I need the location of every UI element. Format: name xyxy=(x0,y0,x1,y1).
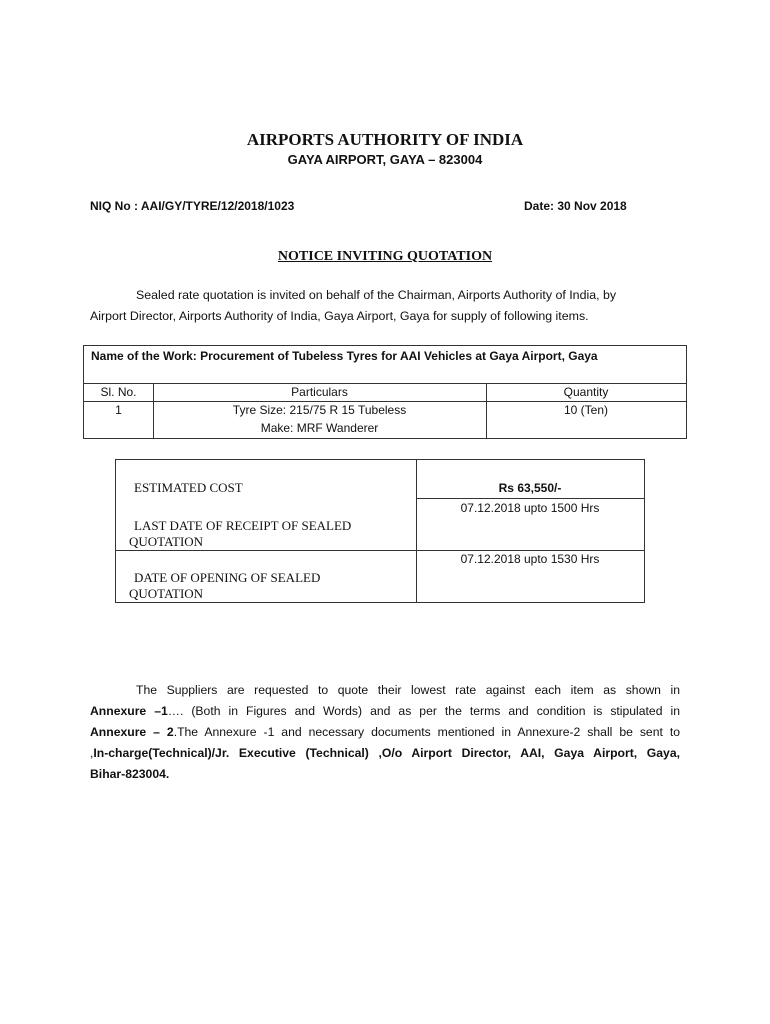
table-divider xyxy=(116,550,644,551)
instructions-line-4-prefix: , xyxy=(90,746,94,760)
notice-date: Date: 30 Nov 2018 xyxy=(524,199,627,213)
instructions-line-5: Bihar-823004. xyxy=(90,767,170,781)
table-divider xyxy=(84,401,686,402)
name-of-work: Name of the Work: Procurement of Tubeless Tyres for AAI Vehicles at Gaya Airport, Gaya xyxy=(91,349,598,363)
instructions-line-2 xyxy=(90,701,680,722)
column-header-particulars: Particulars xyxy=(291,385,348,399)
last-date-label-line-1: LAST DATE OF RECEIPT OF SEALED xyxy=(134,518,352,533)
work-table xyxy=(83,345,687,439)
instructions-line-2-text: …. (Both in Figures and Words) and as per the terms and condition is stipulated in xyxy=(167,704,680,718)
notice-title: NOTICE INVITING QUOTATION xyxy=(277,249,493,264)
opening-date-value: 07.12.2018 upto 1530 Hrs xyxy=(460,552,600,566)
opening-date-label-line-2: QUOTATION xyxy=(129,586,204,601)
niq-number: NIQ No : AAI/GY/TYRE/12/2018/1023 xyxy=(90,199,295,213)
opening-date-label-line-1: DATE OF OPENING OF SEALED xyxy=(134,570,321,585)
intro-paragraph xyxy=(90,285,680,327)
estimated-cost-label: ESTIMATED COST xyxy=(134,480,243,495)
organization-title: AIRPORTS AUTHORITY OF INDIA xyxy=(246,130,524,149)
instructions-paragraph xyxy=(90,680,680,785)
recipient-address: In-charge(Technical)/Jr. Executive (Technical) ,O/o Airport Director, AAI, Gaya Airport, Gaya, xyxy=(93,746,680,760)
row-particulars-size: Tyre Size: 215/75 R 15 Tubeless xyxy=(232,403,407,417)
annexure-2-ref: Annexure – 2 xyxy=(90,725,174,739)
instructions-line-3 xyxy=(90,722,680,743)
last-date-label-line-2: QUOTATION xyxy=(129,534,204,549)
column-header-sl-no: Sl. No. xyxy=(100,385,137,399)
table-divider xyxy=(416,498,644,499)
instructions-line-4 xyxy=(90,743,680,764)
cost-table xyxy=(115,459,645,603)
intro-line-2: Airport Director, Airports Authority of India, Gaya Airport, Gaya for supply of following items. xyxy=(90,309,589,323)
column-header-quantity: Quantity xyxy=(563,385,609,399)
table-divider xyxy=(84,383,686,384)
instructions-line-1: The Suppliers are requested to quote their lowest rate against each item as shown in xyxy=(136,683,680,697)
intro-line-1: Sealed rate quotation is invited on behalf of the Chairman, Airports Authority of India, by xyxy=(136,288,617,302)
estimated-cost-value: Rs 63,550/- xyxy=(498,481,562,495)
last-date-value: 07.12.2018 upto 1500 Hrs xyxy=(460,501,600,515)
instructions-line-3-text: .The Annexure -1 and necessary documents mentioned in Annexure-2 shall be sent to xyxy=(173,725,680,739)
row-sl-no: 1 xyxy=(115,403,122,417)
row-particulars-make: Make: MRF Wanderer xyxy=(260,421,379,435)
annexure-1-ref: Annexure –1 xyxy=(90,704,168,718)
row-quantity: 10 (Ten) xyxy=(563,403,609,417)
airport-address: GAYA AIRPORT, GAYA – 823004 xyxy=(287,152,483,167)
